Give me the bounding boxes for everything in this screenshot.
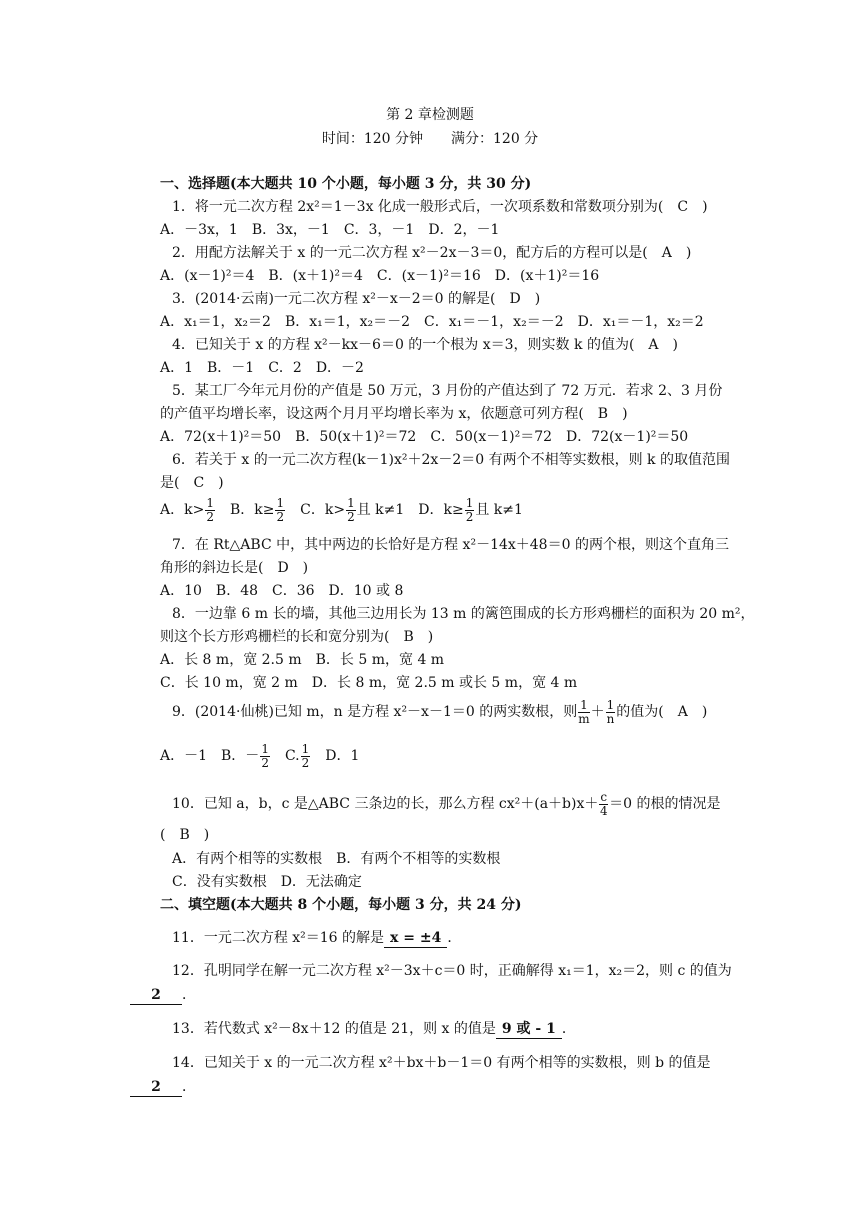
question-3: 3．(2014·云南)一元二次方程 x²－x－2＝0 的解是( D ) (172, 291, 541, 307)
answer-blank: x = ±4 (384, 929, 447, 948)
question-10-line-2: ( B ) (160, 827, 210, 843)
section-heading-fill: 二、填空题(本大题共 8 个小题，每小题 3 分，共 24 分) (160, 897, 522, 913)
fraction: $\frac{1}{2}$ (276, 495, 285, 524)
question-4-options: A．1 B．－1 C．2 D．－2 (160, 360, 364, 376)
question-7-line-1: 7．在 Rt△ABC 中，其中两边的长恰好是方程 x²－14x＋48＝0 的两个根，则这个直角三 (172, 537, 729, 553)
fraction: $\frac{1}{m}$ (578, 697, 590, 726)
question-7-options: A．10 B．48 C．36 D．10 或 8 (160, 583, 404, 599)
question-6-line-2: 是( C ) (160, 475, 224, 491)
question-9: 9．(2014·仙桃)已知 m，n 是方程 x²－x－1＝0 的两实数根，则 $\frac{1}{m}$ ＋ $\frac{1}{n}$ 的值为( A ) (172, 697, 708, 726)
question-5-options: A．72(x＋1)²＝50 B．50(x＋1)²＝72 C．50(x－1)²＝72 D．72(x－1)²＝50 (160, 429, 689, 445)
exam-info: 时间：120 分钟 满分：120 分 (321, 131, 539, 147)
fraction: $\frac{1}{2}$ (301, 741, 310, 770)
question-2: 2．用配方法解关于 x 的一元二次方程 x²－2x－3＝0，配方后的方程可以是( A ) (172, 245, 692, 261)
page-title: 第 2 章检测题 (386, 107, 474, 123)
question-6-options: A．k> $\frac{1}{2}$ B．k≥ $\frac{1}{2}$ C．k> $\frac{1}{2}$ 且 k≠1 D．k≥ $\frac{1}{2}$ 且 k≠1 (160, 495, 523, 524)
question-13: 13．若代数式 x²－8x＋12 的值是 21，则 x 的值是 9 或 - 1 ． (172, 1021, 576, 1037)
question-9-options: A．－1 B．－ $\frac{1}{2}$ C. $\frac{1}{2}$ D．1 (160, 741, 360, 770)
question-8-options-1: A．长 8 m，宽 2.5 m B．长 5 m，宽 4 m (160, 652, 445, 668)
question-1-options: A．－3x，1 B．3x，－1 C．3，－1 D．2，－1 (160, 222, 500, 238)
answer-blank: 2 (130, 986, 182, 1005)
question-8-line-2: 则这个长方形鸡栅栏的长和宽分别为( B ) (160, 629, 434, 645)
section-heading-choice: 一、选择题(本大题共 10 个小题，每小题 3 分，共 30 分) (160, 176, 532, 192)
question-8-line-1: 8．一边靠 6 m 长的墙，其他三边用长为 13 m 的篱笆围成的长方形鸡栅栏的面积为 20 m²， (172, 606, 755, 622)
question-4: 4．已知关于 x 的方程 x²－kx－6＝0 的一个根为 x＝3，则实数 k 的值为( A ) (172, 337, 678, 353)
question-10-options-2: C．没有实数根 D．无法确定 (172, 874, 362, 890)
question-8-options-2: C．长 10 m，宽 2 m D．长 8 m，宽 2.5 m 或长 5 m，宽 4 m (160, 675, 578, 691)
question-10-options-1: A．有两个相等的实数根 B．有两个不相等的实数根 (172, 851, 501, 867)
fraction: $\frac{1}{n}$ (606, 697, 615, 726)
question-1: 1．将一元二次方程 2x²＝1－3x 化成一般形式后，一次项系数和常数项分别为( C ) (172, 199, 708, 215)
fraction: $\frac{1}{2}$ (206, 495, 214, 524)
question-5-line-2: 的产值平均增长率，设这两个月月平均增长率为 x，依题意可列方程( B ) (160, 406, 628, 422)
question-12: 12．孔明同学在解一元二次方程 x²－3x＋c＝0 时，正确解得 x₁＝1，x₂＝2，则 c 的值为 (172, 963, 732, 979)
question-2-options: A．(x－1)²＝4 B．(x＋1)²＝4 C．(x－1)²＝16 D．(x＋1)²＝16 (160, 268, 600, 284)
fraction: $\frac{1}{2}$ (465, 495, 474, 524)
question-14-answer: 2 ． (130, 1078, 196, 1097)
answer-blank: 2 (130, 1078, 182, 1097)
fraction: $\frac{1}{2}$ (261, 741, 269, 770)
question-3-options: A．x₁＝1，x₂＝2 B．x₁＝1，x₂＝－2 C．x₁＝－1，x₂＝－2 D．x₁＝－1，x₂＝2 (160, 314, 704, 330)
fraction: $\frac{1}{2}$ (347, 495, 355, 524)
question-7-line-2: 角形的斜边长是( D ) (160, 560, 309, 576)
fraction: $\frac{c}{4}$ (599, 789, 608, 818)
question-5-line-1: 5．某工厂今年元月份的产值是 50 万元，3 月份的产值达到了 72 万元．若求 2、3 月份 (172, 383, 723, 399)
question-14: 14．已知关于 x 的一元二次方程 x²＋bx＋b－1＝0 有两个相等的实数根，则 b 的值是 (172, 1055, 711, 1071)
question-11: 11．一元二次方程 x²＝16 的解是 x = ±4 ． (172, 930, 462, 946)
answer-blank: 9 或 - 1 (496, 1020, 562, 1039)
question-12-answer: 2 ． (130, 986, 196, 1005)
question-6-line-1: 6．若关于 x 的一元二次方程(k－1)x²＋2x－2＝0 有两个不相等实数根，则 k 的取值范围 (172, 452, 730, 468)
question-10-line-1: 10．已知 a，b，c 是△ABC 三条边的长，那么方程 cx²＋(a＋b)x＋ $\frac{c}{4}$ ＝0 的根的情况是 (172, 789, 721, 818)
